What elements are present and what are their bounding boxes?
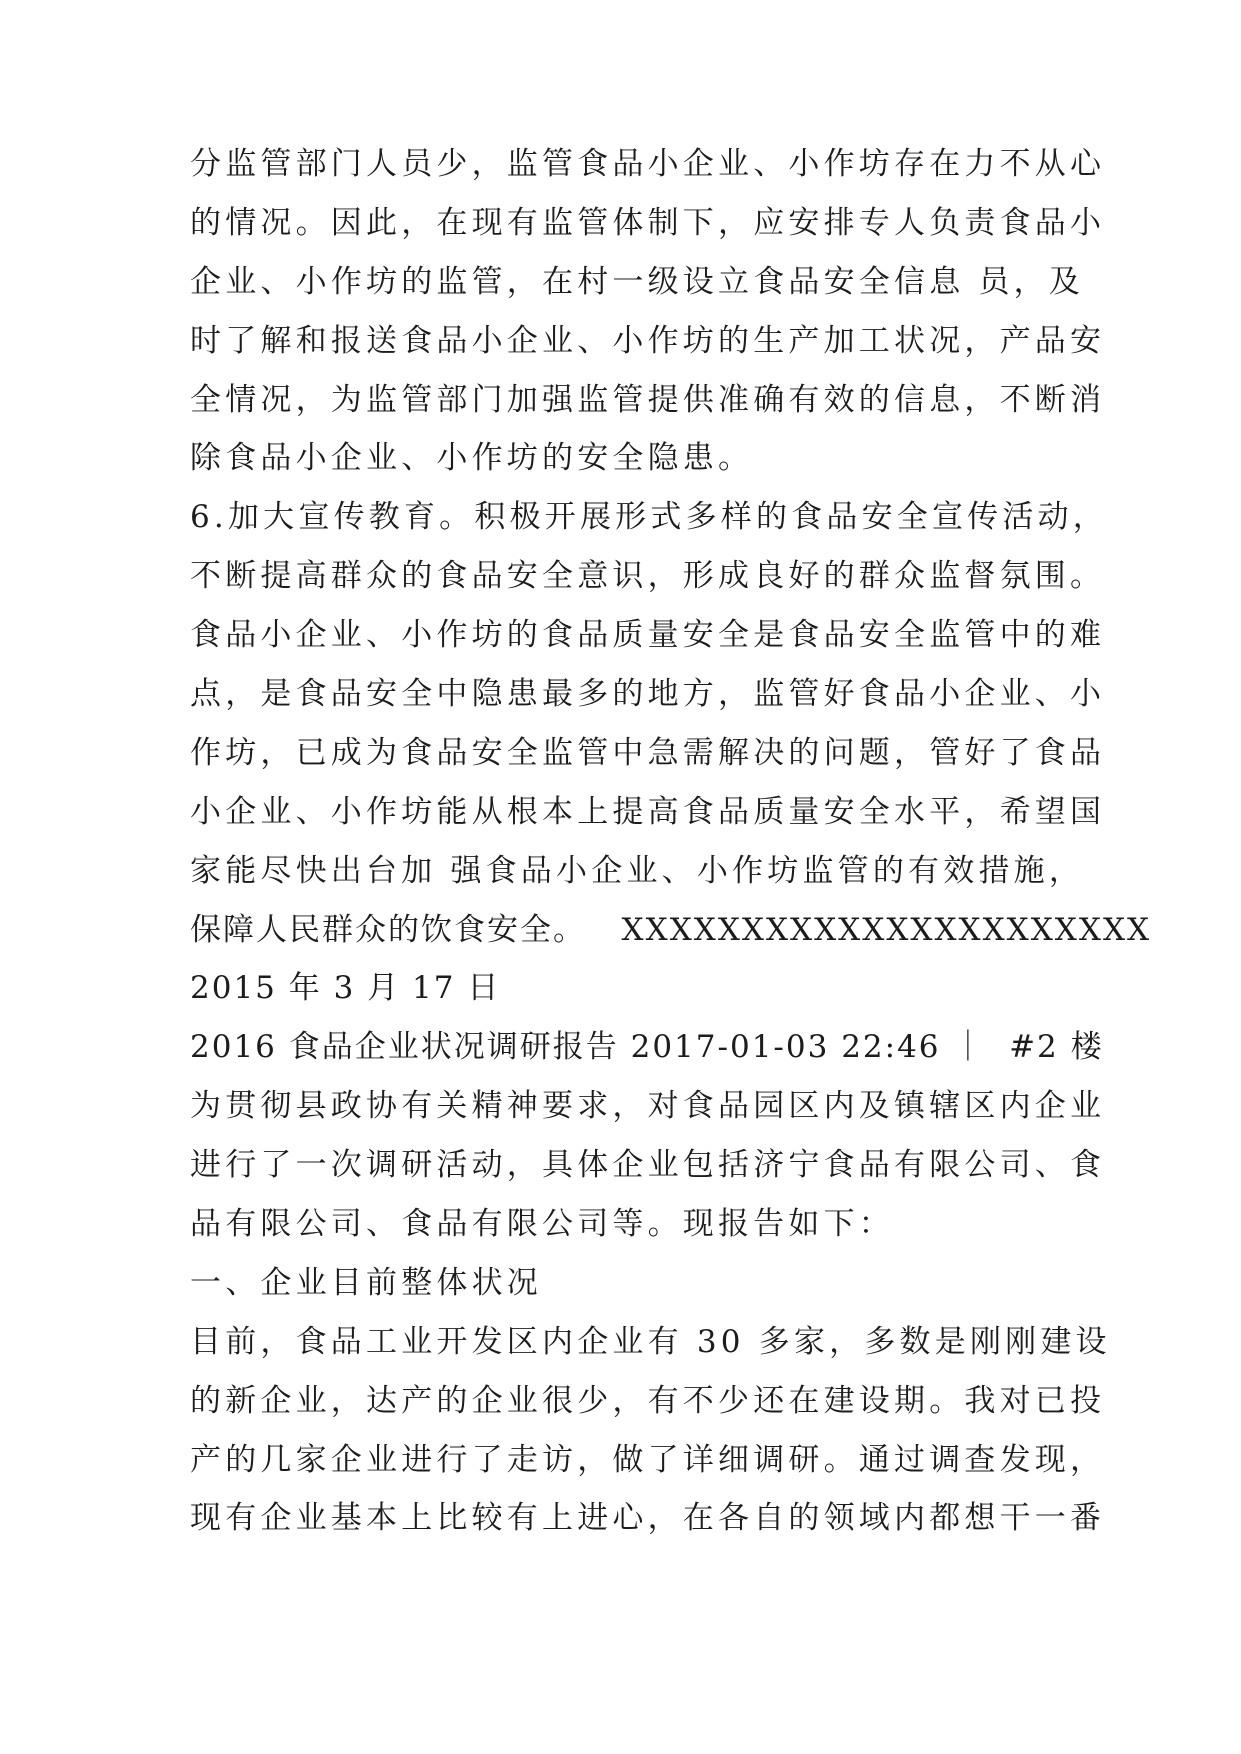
text-line: 6.加大宣传教育。积极开展形式多样的食品安全宣传活动， (190, 499, 1108, 536)
text-line: 点，是食品安全中隐患最多的地方，监管好食品小企业、小 (190, 676, 1106, 713)
text-line: 现有企业基本上比较有上进心，在各自的领域内都想干一番 (190, 1500, 1106, 1537)
section-heading: 一、企业目前整体状况 (190, 1264, 542, 1301)
text-line: 目前，食品工业开发区内企业有 30 多家，多数是刚刚建设 (190, 1323, 1111, 1360)
document-body (190, 135, 1152, 1548)
date-line: 2015 年 3 月 17 日 (190, 970, 501, 1007)
text-line: 的情况。因此，在现有监管体制下，应安排专人负责食品小 (190, 204, 1106, 241)
text-line: 为贯彻县政协有关精神要求，对食品园区内及镇辖区内企业 (190, 1088, 1106, 1125)
text-line: 企业、小作坊的监管，在村一级设立食品安全信息 员，及 (190, 263, 1085, 300)
text-line: 不断提高群众的食品安全意识，形成良好的群众监督氛围。 (190, 558, 1106, 595)
text-line: 时了解和报送食品小企业、小作坊的生产加工状况，产品安 (190, 322, 1106, 359)
text-line: 小企业、小作坊能从根本上提高食品质量安全水平，希望国 (190, 793, 1106, 830)
text-line: 作坊，已成为食品安全监管中急需解决的问题，管好了食品 (190, 734, 1106, 771)
text-line: 的新企业，达产的企业很少，有不少还在建设期。我对已投 (190, 1382, 1106, 1419)
signature-line: 保障人民群众的饮食安全。 XXXXXXXXXXXXXXXXXXXXXX (190, 911, 1152, 948)
text-line: 品有限公司、食品有限公司等。现报告如下： (190, 1206, 894, 1243)
text-line: 进行了一次调研活动，具体企业包括济宁食品有限公司、食 (190, 1147, 1106, 1184)
text-line: 全情况，为监管部门加强监管提供准确有效的信息，不断消 (190, 381, 1106, 418)
text-line: 分监管部门人员少，监管食品小企业、小作坊存在力不从心 (190, 146, 1106, 182)
text-line: 食品小企业、小作坊的食品质量安全是食品安全监管中的难 (190, 617, 1106, 654)
text-line: 产的几家企业进行了走访，做了详细调研。通过调查发现， (190, 1441, 1106, 1478)
text-line: 家能尽快出台加 强食品小企业、小作坊监管的有效措施， (190, 852, 1085, 889)
post-header: 2016 食品企业状况调研报告 2017-01-03 22:46 ｜ #2 楼 (190, 1029, 1104, 1066)
text-line: 除食品小企业、小作坊的安全隐患。 (190, 440, 754, 477)
